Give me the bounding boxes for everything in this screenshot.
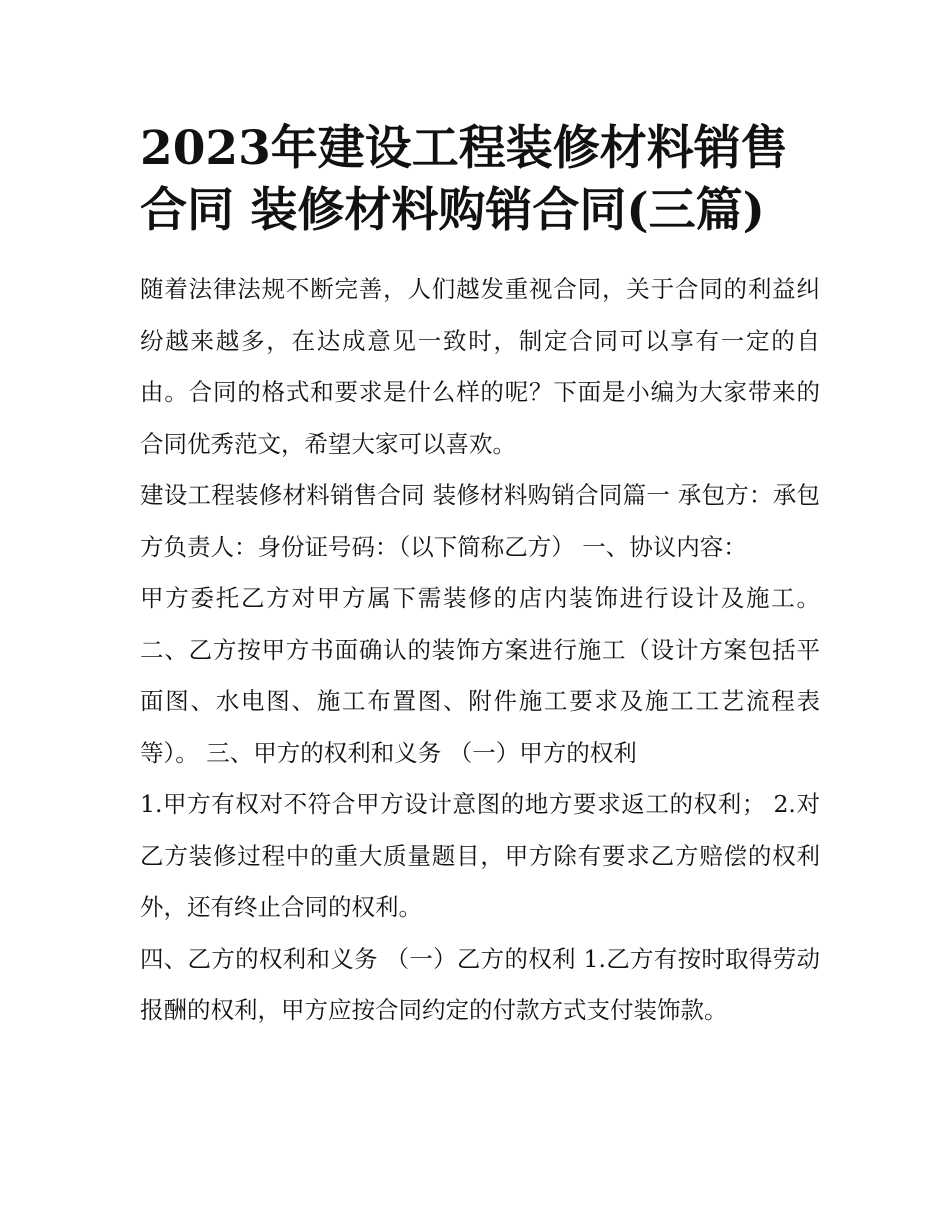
document-title: [140, 118, 820, 242]
document-body: [140, 264, 820, 1037]
paragraph-scope: 甲方委托乙方对甲方属下需装修的店内装饰进行设计及施工。二、乙方按甲方书面确认的装饰方案进行施工（设计方案包括平面图、水电图、施工布置图、附件施工要求及施工工艺流程表等）。 三、甲方的权利和义务 （一）甲方的权利: [140, 584, 820, 767]
document-page: [140, 118, 820, 1037]
paragraph-party-b-rights: 四、乙方的权利和义务 （一）乙方的权利 1.乙方有按时取得劳动报酬的权利，甲方应按合同约定的付款方式支付装饰款。: [140, 944, 820, 1024]
paragraph-party-a-rights: 1.甲方有权对不符合甲方设计意图的地方要求返工的权利； 2.对乙方装修过程中的重大质量题目，甲方除有要求乙方赔偿的权利外，还有终止合同的权利。: [140, 790, 820, 921]
title-line-1: 2023年建设工程装修材料销售: [140, 121, 788, 176]
title-line-2: 合同 装修材料购销合同(三篇): [140, 183, 765, 238]
paragraph-intro: 随着法律法规不断完善，人们越发重视合同，关于合同的利益纠纷越来越多，在达成意见一致时，制定合同可以享有一定的自由。合同的格式和要求是什么样的呢？下面是小编为大家带来的合同优秀范文，希望大家可以喜欢。: [140, 275, 820, 458]
paragraph-contract-parties: 建设工程装修材料销售合同 装修材料购销合同篇一 承包方：承包方负责人：身份证号码：（以下简称乙方） 一、协议内容：: [140, 481, 820, 561]
